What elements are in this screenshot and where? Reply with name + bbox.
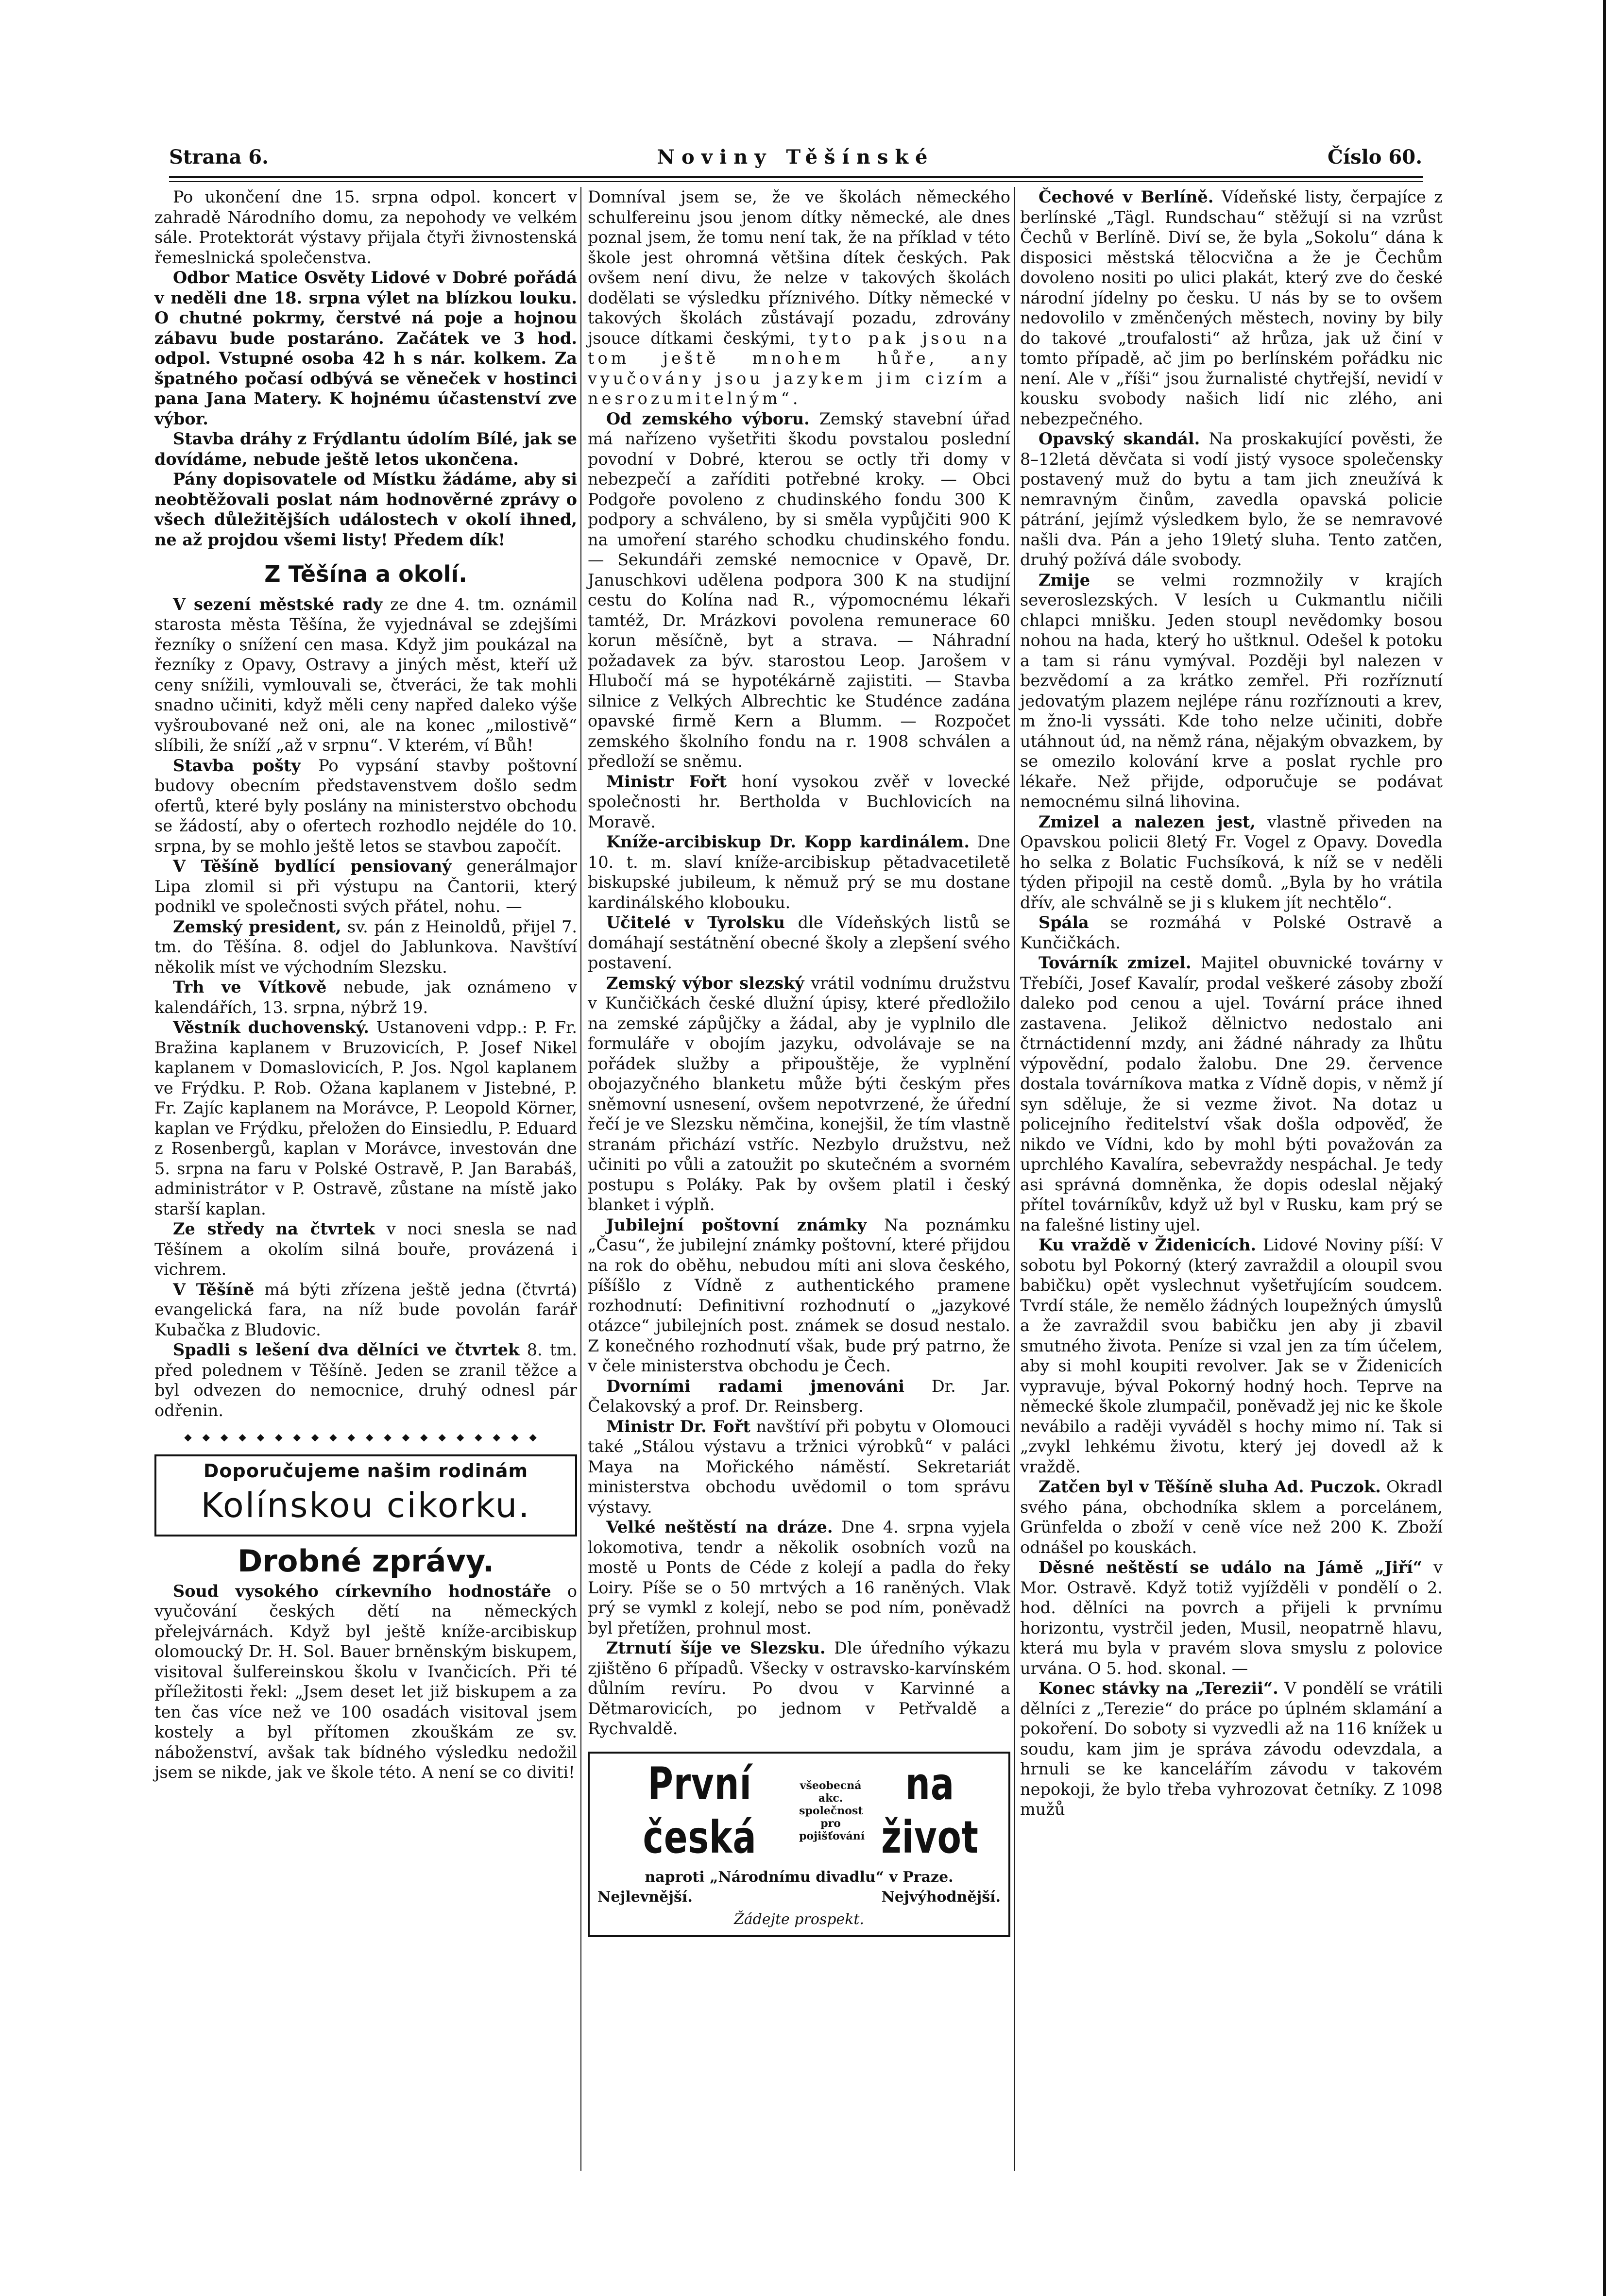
article: V sezení městské rady ze dne 4. tm. oznámil starosta města Těšína, že vyjednával se zdejšími řezníky o snížení cen masa. Když jim poukázal na řezníky z Opavy, Ostravy a jiných měst, kteří už ceny snížili, vymlouvali se, čtveráci, že tak mohli snadno učiniti, když měli ceny napřed daleko výše vyšroubované než oni, ale na konec „milostivě“ slíbili, že sníží „až v srpnu“. V kterém, ví Bůh! <box>154 594 577 755</box>
ad-title-row <box>597 1757 1001 1864</box>
article-text: Domníval jsem se, že ve školách německého schulfereinu jsou jenom dítky německé, ale dnes poznal jsem, že tomu není tak, že na příklad v této škole jest ohromná většina dítek českých. Pak ovšem není divu, že nelze v takových školách dodělati se výsledku příznivého. Dítky německé v takových školách zůstávají pozadu, zdrovány jsouce dítkami českými, tyto pak jsou na tom ještě mnohem hůře, any vyučovány jsou jazykem jim cizím a nesrozumitelným“. <box>588 187 1010 408</box>
section-heading: Z Těšína a okolí. <box>264 561 467 587</box>
ad-title-right: na život <box>881 1757 979 1863</box>
article: Ku vraždě v Židenicích. Lidové Noviny píší: V sobotu byl Pokorný (který zavraždil a oloupil svou babičku) opět vyslechnut vyšetřujícím soudcem. Tvrdí stále, že nemělo žádných loupežných úmyslů a že zavraždil svou babičku jen aby ji zbavil smutného života. Peníze si vzal jen za tím účelem, aby si mohl koupiti revolver. Jak se v Židenicích vypravuje, býval Pokorný hodný hoch. Teprve na německé škole zlumpačil, poněvadž jej nic ke škole nevábilo a raději vyváděl s hochy mimo ní. Tak si „zvykl lehkému životu, který jej dovedl až k vraždě. <box>1020 1235 1443 1476</box>
column-1 <box>154 187 577 1783</box>
column-separator-1 <box>580 187 581 2171</box>
article: Věstník duchovenský. Ustanoveni vdpp.: P. Fr. Bražina kaplanem v Bruzovicích, P. Josef Nikel kaplanem v Domaslovicích, P. Jos. Ngol kaplanem ve Frýdku. P. Rob. Ožana kaplanem v Jistebné, P. Fr. Zajíc kaplanem na Morávce, P. Leopold Körner, kaplan ve Frýdku, přeložen do Einsiedlu, P. Eduard z Rosenbergů, kaplan v Morávce, investován dne 5. srpna na faru v Polské Ostravě, P. Jan Barabáš, administrátor v P. Ostravě, zůstane na místě jako starší kaplan. <box>154 1018 578 1218</box>
article: Od zemského výboru. Zemský stavební úřad má nařízeno vyšetřiti škodu povstalou poslední povodní v Dobré, kterou se octly tři domy v nebezpečí a zaříditi potřebné kroky. — Obci Podgoře povoleno z chudinského fondu 300 K podpory a schváleno, by si směla vypůjčiti 900 K na umoření starého schodku chudinského fondu. — Sekundáři zemské nemocnice v Opavě, Dr. Januschkovi udělena podpora 300 K na studijní cestu do Kolína nad R., výpomocnému lékaři tamtéž, Dr. Mrázkovi povolena remunerace 60 korun měsíčně, byt a strava. — Náhradní požadavek za býv. starostou Leop. Jarošem v Hlubočí má se hypotékárně zajistiti. — Stavba silnice z Velkých Albrechtic ke Studénce zadána opavské firmě Kern a Blumm. — Rozpočet zemského školního fondu na r. 1908 schválen a předloží se sněmu. <box>588 409 1010 771</box>
article: Zmije se velmi rozmnožily v krajích severoslezských. V lesích u Cukmantlu ničili chlapci mnišku. Jeden stoupl nevědomky bosou nohou na hada, který ho uštknul. Odešel k potoku a tam si ránu vymýval. Později byl nalezen v bezvědomí a za krátko zemřel. Při rozříznutí jedovatým plazem nejlépe ránu rozříznouti a krev, m žno-li vyssáti. Kde toho nelze učiniti, dobře utáhnout úd, na němž rána, nějakým obvazkem, by se omezilo kolování krve a poslat rychle pro lékaře. Než přijde, odporučuje se podávat nemocnému silná lihovina. <box>1020 570 1443 811</box>
ad-product: Kolínskou cikorku. <box>201 1486 531 1525</box>
article: Velké neštěstí na dráze. Dne 4. srpna vyjela lokomotiva, tendr a několik osobních vozů na mostě u Ponts de Céde z kolejí a padla do řeky Loiry. Píše se o 50 mrtvých a 16 raněných. Vlak prý se vymkl z kolejí, nebo se pod ním, poněvadž byl přetížen, prohnul most. <box>588 1518 1010 1638</box>
ad-title-left: První česká <box>643 1757 757 1863</box>
ad-prospect: Žádejte prospekt. <box>733 1910 865 1928</box>
advertisement-insurance <box>588 1752 1010 1938</box>
column-2 <box>588 187 1010 1937</box>
notice: Pány dopisovatele od Místku žádáme, aby si neobtěžovali poslat nám hodnověrné zprávy o všech důležitějších událostech v okolí ihned, ne až projdou všemi listy! Předem dík! <box>154 470 577 549</box>
article: Děsné neštěstí se událo na Jámě „Jiří“ v Mor. Ostravě. Když totiž vyjížděli v pondělí o 2. hod. dělníci na povrch a přijeli k prvnímu horizontu, vystrčil jeden, Musil, neopatrně hlavu, která mu byla v pravém slova smyslu z polovice urvána. O 5. hod. skonal. — <box>1020 1558 1443 1678</box>
column-3 <box>1020 187 1443 1820</box>
ad-slogans <box>597 1887 1001 1908</box>
article: Učitelé v Tyrolsku dle Vídeňských listů se domáhají sestátnění obecné školy a zlepšení svého postavení. <box>588 913 1010 972</box>
article: Ministr Dr. Fořt navštíví při pobytu v Olomouci také „Stálou výstavu a tržnici výrobků“ v paláci Maya na Mořického náměstí. Sekretariát ministerstva obchodu uvědomil o tom správu výstavy. <box>588 1417 1010 1517</box>
section-heading: Drobné zprávy. <box>237 1543 494 1579</box>
article: Zmizel a nalezen jest, vlastně přiveden na Opavskou policii 8letý Fr. Vogel z Opavy. Dovedla ho selka z Bolatic Fuchsíková, k níž se v neděli týden připojil na cestě domů. „Byla by ho vrátila dřív, ale schválně se ji s klukem jít nechtělo“. <box>1020 812 1443 912</box>
article: Zatčen byl v Těšíně sluha Ad. Puczok. Okradl svého pána, obchodníka sklem a porcelánem, Grünfelda o zboží v ceně více než 200 K. Zboží odnášel po kouskách. <box>1020 1477 1443 1557</box>
page-border-line <box>1603 0 1606 2296</box>
article: Ztrnutí šíje ve Slezsku. Dle úředního výkazu zjištěno 6 případů. Všecky v ostravsko-karvínském důlním revíru. Po dvou v Karvinné a Dětmarovicích, po jednom v Petřvaldě a Rychvaldě. <box>588 1638 1010 1738</box>
article: Kníže-arcibiskup Dr. Kopp kardinálem. Dne 10. t. m. slaví kníže-arcibiskup pětadvacetiletě biskupské jubileum, k němuž prý se mu dostane kardinálského klobouku. <box>588 832 1010 912</box>
ad-company-type: všeobecná akc. společnost pro pojišťování <box>799 1779 865 1842</box>
issue-number: Číslo 60. <box>1328 146 1422 169</box>
article: Zemský výbor slezský vrátil vodnímu družstvu v Kunčičkách české dlužní úpisy, které předložilo na zemské zápůjčky a žádal, aby je vyplnilo dle formuláře v obojím jazyku, odvolávaje se na pořádek služby a připouštěje, že vyplnění obojazyčného blanketu může býti českým přes sněmovní usnesení, ovšem nepotvrzené, že úřední řečí je ve Slezsku němčina, konejšil, že tím vlastně stranám přichází vstříc. Nezbylo družstvu, než učiniti po vůli a zatoužit po skutečném a svorném postupu s Poláky. Pak by ovšem platil i český blanket i výplň. <box>588 973 1010 1214</box>
article: Opavský skandál. Na proskakující pověsti, že 8–12letá děvčata si vodí jistý vysoce společensky postavený muž do bytu a tam jich zneužívá k nemravným činům, zavedla opavská policie pátrání, jejímž výsledkem bylo, že se nemravové našli dva. Pán a jeho 19letý sluha. Tento zatčen, druhý požívá dále svobody. <box>1020 429 1443 569</box>
article: Spála se rozmáhá v Polské Ostravě a Kunčičkách. <box>1020 913 1443 952</box>
advertisement-cikorka <box>154 1454 577 1537</box>
column-separator-2 <box>1014 187 1015 2171</box>
article: Stavba dráhy z Frýdlantu údolím Bílé, jak se dovídáme, nebude ještě letos ukončena. <box>154 429 577 469</box>
article: Továrník zmizel. Majitel obuvnické továrny v Třebíči, Josef Kavalír, prodal veškeré zásoby zboží daleko pod cenou a ujel. Tovární práce ihned zastavena. Jelikož dělnictvo nedostalo ani čtrnáctidenní mzdy, ani žádné náhrady za lhůtu výpovědní, podalo žalobu. Dne 29. července dostala továrníkova matka z Vídně dopis, v němž jí syn sděluje, že si vezme život. Na dotaz u policejního ředitelství však došla odpověď, že nikdo ve Vídni, kdo by mohl býti považován za uprchlého Kavalíra, sebevraždy nespáchal. Je tedy asi správná domněnka, že dopis odeslal nějaký přítel továrníkův, když už byl v Rusku, kam prý se na falešné listiny ujel. <box>1020 953 1443 1234</box>
article: V Těšíně bydlící pensiovaný generálmajor Lipa zlomil si při výstupu na Čantorii, který podnikl ve společnosti svých přátel, nohu. — <box>154 857 577 916</box>
article: Stavba pošty Po vypsání stavby poštovní budovy obecním představenstvem došlo sedm ofertů, které byly poslány na ministerstvo obchodu se žádostí, aby o ofertech rozhodlo nejdéle do 10. srpna, by se mohlo ještě letos se stavbou započít. <box>154 756 577 856</box>
article: Trh ve Vítkově nebude, jak oznámeno v kalendářích, 13. srpna, nýbrž 19. <box>154 978 577 1017</box>
article: Odbor Matice Osvěty Lidové v Dobré pořádá v neděli dne 18. srpna výlet na blízkou louku. O chutné pokrmy, čerstvé ná poje a hojnou zábavu bude postaráno. Začátek ve 3 hod. odpol. Vstupné osoba 42 h s nár. kolkem. Za špatného počasí odbývá se věneček v hostinci pana Jana Matery. K hojnému účastenství zve výbor. <box>154 268 578 428</box>
article: Ministr Fořt honí vysokou zvěř v lovecké společnosti hr. Bertholda v Buchlovicích na Moravě. <box>588 772 1010 831</box>
ad-headline: Doporučujeme našim rodinám <box>203 1460 528 1482</box>
article: Čechové v Berlíně. Vídeňské listy, čerpajíce z berlínské „Tägl. Rundschau“ stěžují si na vzrůst Čechů v Berlíně. Diví se, že byla „Sokolu“ dána k disposici městská tělocvična a že je Čechům dovoleno nositi po ulici plakát, který zve do české národní jídelny po česku. U nás by se to ovšem nedovolilo v změnčených městech, noviny by bily do takové „troufalosti“ až hrůza, jak už činí v tomto případě, ač jim po berlínském pořádku nic není. Ale v „říši“ jsou žurnalisté chytřejší, nevidí v kousku svobody našich lidí nic zlého, ani nebezpečného. <box>1020 187 1443 428</box>
newspaper-page <box>146 141 1443 2161</box>
page-number: Strana 6. <box>169 146 269 169</box>
header-rule <box>169 176 1423 182</box>
newspaper-title: Noviny Těšínské <box>657 146 935 169</box>
article: Dvorními radami jmenováni Dr. Jar. Čelakovský a prof. Dr. Reinsberg. <box>588 1376 1010 1416</box>
ad-slogan-cheapest: Nejlevnější. <box>597 1889 693 1906</box>
ad-slogan-best: Nejvýhodnější. <box>881 1889 1001 1906</box>
article: V Těšíně má býti zřízena ještě jedna (čtvrtá) evangelická fara, na níž bude povolán farář Kubačka z Bludovic. <box>154 1280 578 1339</box>
article: Konec stávky na „Terezii“. V pondělí se vrátili dělníci z „Terezie“ do práce po úplném sklamání a pokoření. Do soboty si vyzvedli až na 116 knížek u soudu, kam jim je správa závodu odevzdala, a hrnuli se ke kancelářím závodu v takovém nepokoji, že bylo třeba vyhrozovat četníky. Z 1098 mužů <box>1020 1679 1443 1819</box>
ornament-divider: ◆◆◆◆◆◆◆◆◆◆◆◆◆◆◆◆◆◆◆◆ <box>184 1431 547 1443</box>
article: Soud vysokého církevního hodnostáře o vyučování českých dětí na německých přelejvárnách. Když byl ještě kníže-arcibiskup olomoucký Dr. H. Sol. Bauer brněnským biskupem, visitoval šulfereinskou školu v Ivančicích. Při té příležitosti řekl: „Jsem deset let již biskupem a za ten čas více než ve 100 osadách visitoval jsem kostely a byl přítomen zkouškám ze sv. náboženství, avšak tak bídného výsledku nedožil jsem se nikde, jak ve škole této. A není se co diviti! <box>154 1581 577 1782</box>
article: Spadli s lešení dva dělníci ve čtvrtek 8. tm. před polednem v Těšíně. Jeden se zranil těžce a byl odvezen do nemocnice, druhý odnesl pár odřenin. <box>154 1340 577 1420</box>
article: Ze středy na čtvrtek v noci snesla se nad Těšínem a okolím silná bouře, provázená i vichrem. <box>154 1219 577 1279</box>
article-text: Po ukončení dne 15. srpna odpol. koncert v zahradě Národního domu, za nepohody ve velkém sále. Protektorát výstavy přijala čtyři živnostenská řemeslnická společenstva. <box>154 187 577 267</box>
ad-address: naproti „Národnímu divadlu“ v Praze. <box>645 1868 954 1886</box>
article: Jubilejní poštovní známky Na poznámku „Času“, že jubilejní známky poštovní, které přijdou na rok do oběhu, nebudou míti ani slova českého, píšíšlo z Vídně z authentického pramene rozhodnutí: Definitivní rozhodnutí o „jazykové otázce“ jubilejních post. známek se dosud nestalo. Z konečného rozhodnutí však, bude prý patrno, že v čele ministerstva obchodu je Čech. <box>588 1215 1010 1375</box>
page-header <box>169 146 1422 175</box>
article: Zemský president, sv. pán z Heinoldů, přijel 7. tm. do Těšína. 8. odjel do Jablunkova. Navštíví několik míst ve východním Slezsku. <box>154 917 577 977</box>
